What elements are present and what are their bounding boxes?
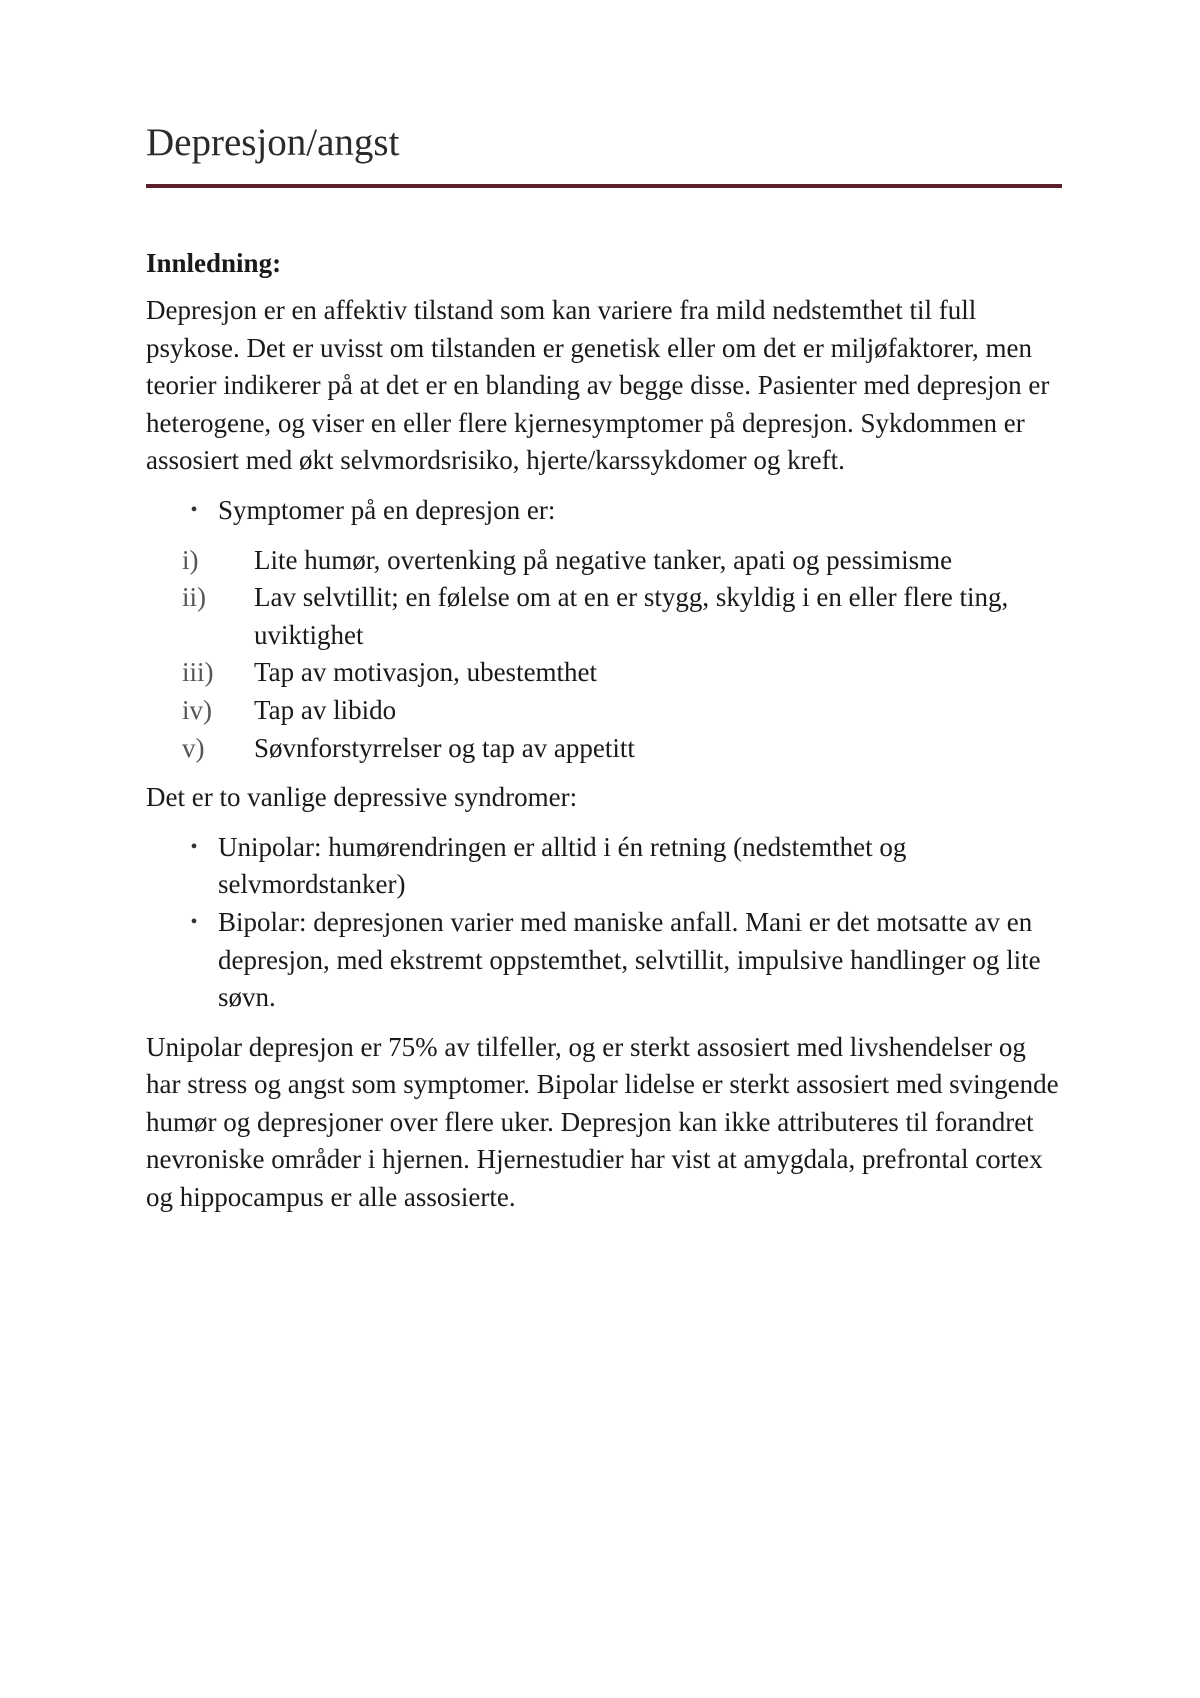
closing-paragraph: Unipolar depresjon er 75% av tilfeller, og er sterkt assosiert med livshendelser og har stress og angst som symptomer. Bipolar lidelse er sterkt assosiert med svingende humør og depresjoner over flere uker. Depresjon kan ikke attributeres til forandret nevroniske områder i hjernen. Hjernestudier har vist at amygdala, prefrontal cortex og hippocampus er alle assosierte.: [146, 1031, 1059, 1213]
list-number: iv): [182, 694, 212, 725]
syndromes-list: [146, 829, 1062, 1017]
document-page: [146, 118, 1062, 1229]
list-item: [146, 492, 1062, 530]
list-item: [146, 904, 1062, 1017]
symptom-text: Søvnforstyrrelser og tap av appetitt: [254, 732, 635, 763]
bullet-icon: •: [190, 910, 198, 933]
syndromes-intro: Det er to vanlige depressive syndromer:: [146, 782, 578, 813]
syndrome-text: Unipolar: humørendringen er alltid i én retning (nedstemthet og selvmordstanker): [218, 831, 907, 900]
list-item: [146, 692, 1062, 730]
symptom-text: Tap av libido: [254, 694, 397, 725]
symptoms-bullet-text: Symptomer på en depresjon er:: [218, 494, 556, 525]
title-divider: [146, 184, 1062, 188]
list-number: v): [182, 732, 205, 763]
list-item: [146, 654, 1062, 692]
list-item: [146, 579, 1062, 654]
bullet-icon: •: [190, 498, 198, 521]
section-heading: Innledning:: [146, 248, 282, 278]
syndrome-text: Bipolar: depresjonen varier med maniske anfall. Mani er det motsatte av en depresjon, med ekstremt oppstemthet, selvtillit, impulsive handlinger og lite søvn.: [218, 906, 1041, 1013]
list-item: [146, 730, 1062, 768]
list-number: ii): [182, 582, 206, 613]
list-item: [146, 542, 1062, 580]
list-number: i): [182, 544, 199, 575]
intro-paragraph: Depresjon er en affektiv tilstand som kan variere fra mild nedstemthet til full psykose. Det er uvisst om tilstanden er genetisk eller om det er miljøfaktorer, men teorier indikerer på at det er en blanding av begge disse. Pasienter med depresjon er heterogene, og viser en eller flere kjernesymptomer på depresjon. Sykdommen er assosiert med økt selvmordsrisiko, hjerte/karssykdomer og kreft.: [146, 295, 1050, 476]
bullet-icon: •: [190, 835, 198, 858]
symptom-text: Tap av motivasjon, ubestemthet: [254, 657, 598, 688]
symptoms-list: [146, 542, 1062, 768]
symptom-text: Lite humør, overtenking på negative tanker, apati og pessimisme: [254, 544, 953, 575]
document-title: Depresjon/angst: [146, 121, 400, 164]
symptom-text: Lav selvtillit; en følelse om at en er stygg, skyldig i en eller flere ting, uviktighet: [254, 582, 1009, 650]
symptoms-bullet-list: [146, 492, 1062, 530]
list-item: [146, 829, 1062, 904]
list-number: iii): [182, 657, 214, 688]
